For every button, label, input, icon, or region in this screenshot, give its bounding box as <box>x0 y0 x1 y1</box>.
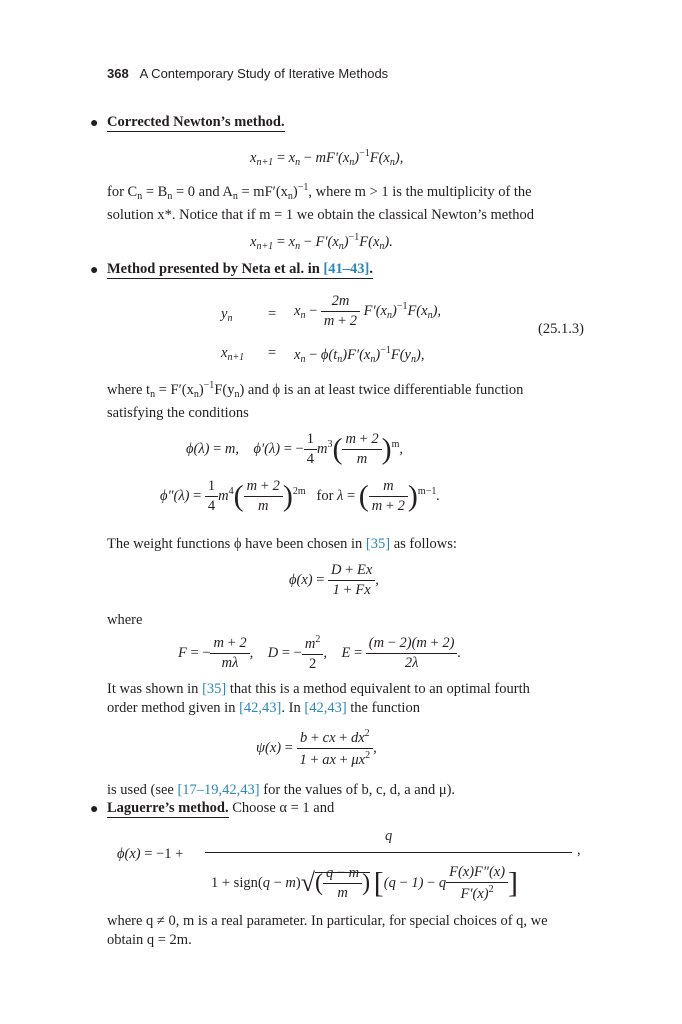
equation-neta-y: $y_n$ <box>221 306 233 324</box>
book-title: A Contemporary Study of Iterative Methods <box>139 66 389 81</box>
equation-phi-conditions-1: ϕ(λ) = m, ϕ′(λ) = − $\frac{1}{4}$ $m^3$( $\frac{m + 2}{m}$ )$^m$, <box>186 431 404 467</box>
equation-neta-y-rhs: $x_n$ − $\frac{2m}{m + 2}$ $F'(x_n)^{-1}F(x_n)$, <box>294 293 442 329</box>
paragraph-values: is used (see [17–19,42,43] for the values of b, c, d, a and μ). <box>107 782 456 798</box>
bullet-icon: ● <box>90 263 99 278</box>
equation-neta-x: $x_{n+1}$ <box>221 345 245 363</box>
citation-link[interactable]: [35] <box>365 536 391 552</box>
equation-neta-x-rhs: $x_n - \phi(t_n)F'(x_n)^{-1}F(y_n)$, <box>294 345 425 365</box>
equation-phi-rational: ϕ(x) = $\frac{D + Ex}{1 + Fx}$ , <box>289 562 379 598</box>
paragraph-equivalence: It was shown in [35] that this is a method equivalent to an optimal fourth order method given in [42,43]. In [42,43] the function <box>107 681 530 716</box>
paragraph-multiplicity: for $C_n = B_n = 0$ and $A_n = mF'(x_n)^{-1}$, where m > 1 is the multiplicity of the solution x*. Notice that if m = 1 we obtain the classical Newton’s method <box>107 182 534 223</box>
equation-corrected-newton: $x_{n+1} = x_n - mF'(x_n)^{-1}F(x_n)$, <box>250 148 404 168</box>
paragraph-weight-conditions: where $t_n = F'(x_n)^{-1}F(y_n)$ and ϕ is an at least twice differentiable function satisfying the conditions <box>107 380 524 421</box>
running-header <box>107 66 388 81</box>
bullet-icon: ● <box>90 116 99 131</box>
section-title-neta: Method presented by Neta et al. in [41–43]. <box>107 261 373 277</box>
section-title-laguerre: Laguerre’s method. Choose α = 1 and <box>107 800 335 816</box>
equals-sign: = <box>268 345 277 361</box>
equation-classical-newton: $x_{n+1} = x_n - F'(x_n)^{-1}F(x_n)$. <box>250 232 393 252</box>
citation-link[interactable]: [35] <box>202 681 227 697</box>
where-label: where <box>107 612 143 628</box>
page-number: 368 <box>107 66 129 81</box>
equation-phi-conditions-2: ϕ″(λ) = $\frac{1}{4}$ $m^4$( $\frac{m + 2}{m}$ )$^{2m}$ for λ = ( $\frac{m}{m + 2}$ )$^{m-1}$. <box>160 478 440 514</box>
citation-link[interactable]: [41–43] <box>323 261 370 277</box>
equation-laguerre: ϕ(x) = −1 + q , 1 + sign(q − m)√( $\frac{q - m}{m}$ ) [(q − 1) − q $\frac{F(x)F''(x)}{F'(x)^2}$ ] <box>117 828 581 902</box>
equation-number: (25.1.3) <box>538 321 584 337</box>
citation-link[interactable]: [42,43] <box>239 700 282 716</box>
paragraph-weight-functions: The weight functions ϕ have been chosen in [35] as follows: <box>107 536 457 552</box>
equals-sign: = <box>268 306 277 322</box>
section-title-corrected-newton: Corrected Newton’s method. <box>107 114 285 130</box>
equation-psi: ψ(x) = $\frac{b + cx + dx^2}{1 + ax + \mu x^2}$ , <box>256 728 377 768</box>
citation-link[interactable]: [42,43] <box>304 700 347 716</box>
equation-coefficients: F = − $\frac{m + 2}{m\lambda}$ , D = − $\frac{m^2}{2}$ , E = $\frac{(m - 2)(m + 2)}{2\lambda}$ . <box>178 634 462 672</box>
citation-link[interactable]: [17–19,42,43] <box>177 782 260 798</box>
paragraph-laguerre-parameter: where q ≠ 0, m is a real parameter. In particular, for special choices of q, we obtain q = 2m. <box>107 913 548 948</box>
bullet-icon: ● <box>90 802 99 817</box>
